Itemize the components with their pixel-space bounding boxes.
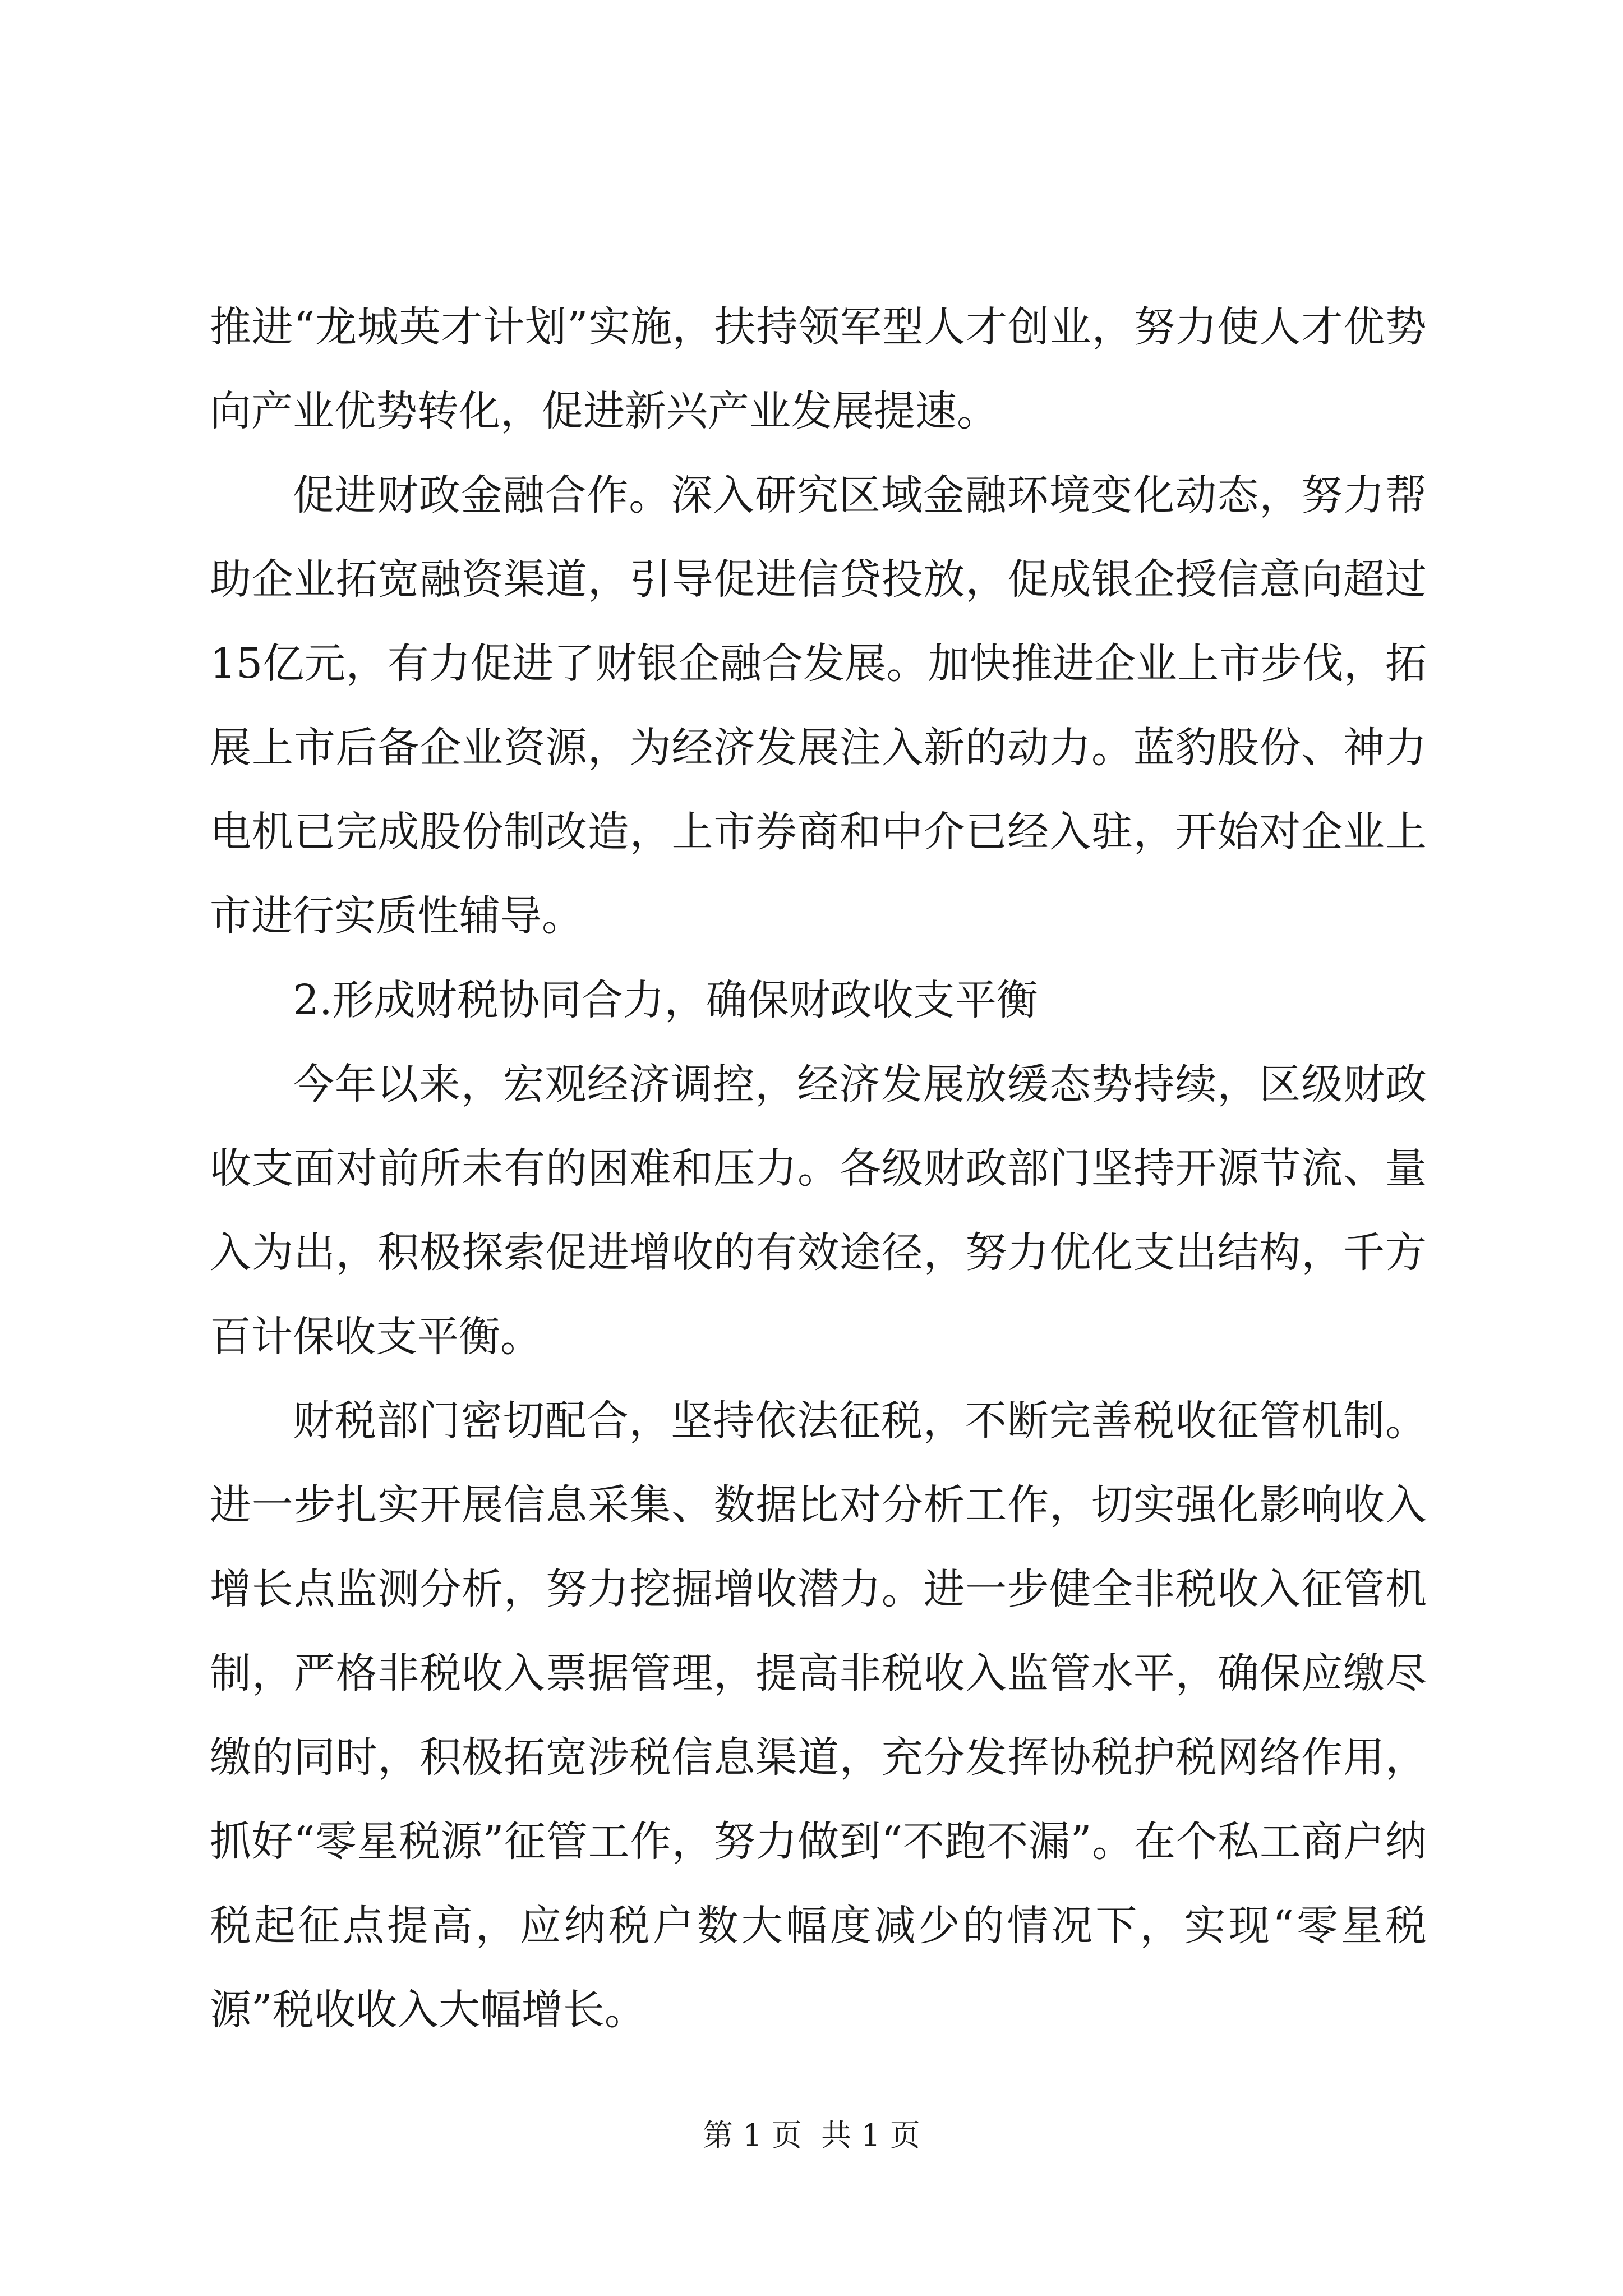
section-heading-tax-synergy: 2.形成财税协同合力，确保财政收支平衡 xyxy=(293,976,1038,1024)
document-body xyxy=(210,285,1427,2052)
paragraph-revenue-pressure: 今年以来，宏观经济调控，经济发展放缓态势持续，区级财政收支面对前所未有的困难和压力。各级财政部门坚持开源节流、量入为出，积极探索促进增收的有效途径，努力优化支出结构，千方百计保收支平衡。 xyxy=(210,1060,1427,1361)
page-footer xyxy=(0,2116,1623,2155)
paragraph-talent-plan: 推进“龙城英才计划”实施，扶持领军型人才创业，努力使人才优势向产业优势转化，促进新兴产业发展提速。 xyxy=(210,303,1427,435)
page-number-label: 第 1 页 共 1 页 xyxy=(703,2118,920,2153)
paragraph-finance-cooperation: 促进财政金融合作。深入研究区域金融环境变化动态，努力帮助企业拓宽融资渠道，引导促进信贷投放，促成银企授信意向超过15亿元，有力促进了财银企融合发展。加快推进企业上市步伐，拓展上市后备企业资源，为经济发展注入新的动力。蓝豹股份、神力电机已完成股份制改造，上市券商和中介已经入驻，开始对企业上市进行实质性辅导。 xyxy=(210,471,1427,940)
paragraph-tax-collection: 财税部门密切配合，坚持依法征税，不断完善税收征管机制。进一步扎实开展信息采集、数据比对分析工作，切实强化影响收入增长点监测分析，努力挖掘增收潜力。进一步健全非税收入征管机制，严格非税收入票据管理，提高非税收入监管水平，确保应缴尽缴的同时，积极拓宽涉税信息渠道，充分发挥协税护税网络作用，抓好“零星税源”征管工作，努力做到“不跑不漏”。在个私工商户纳税起征点提高，应纳税户数大幅度减少的情况下，实现“零星税源”税收收入大幅增长。 xyxy=(210,1397,1427,2034)
